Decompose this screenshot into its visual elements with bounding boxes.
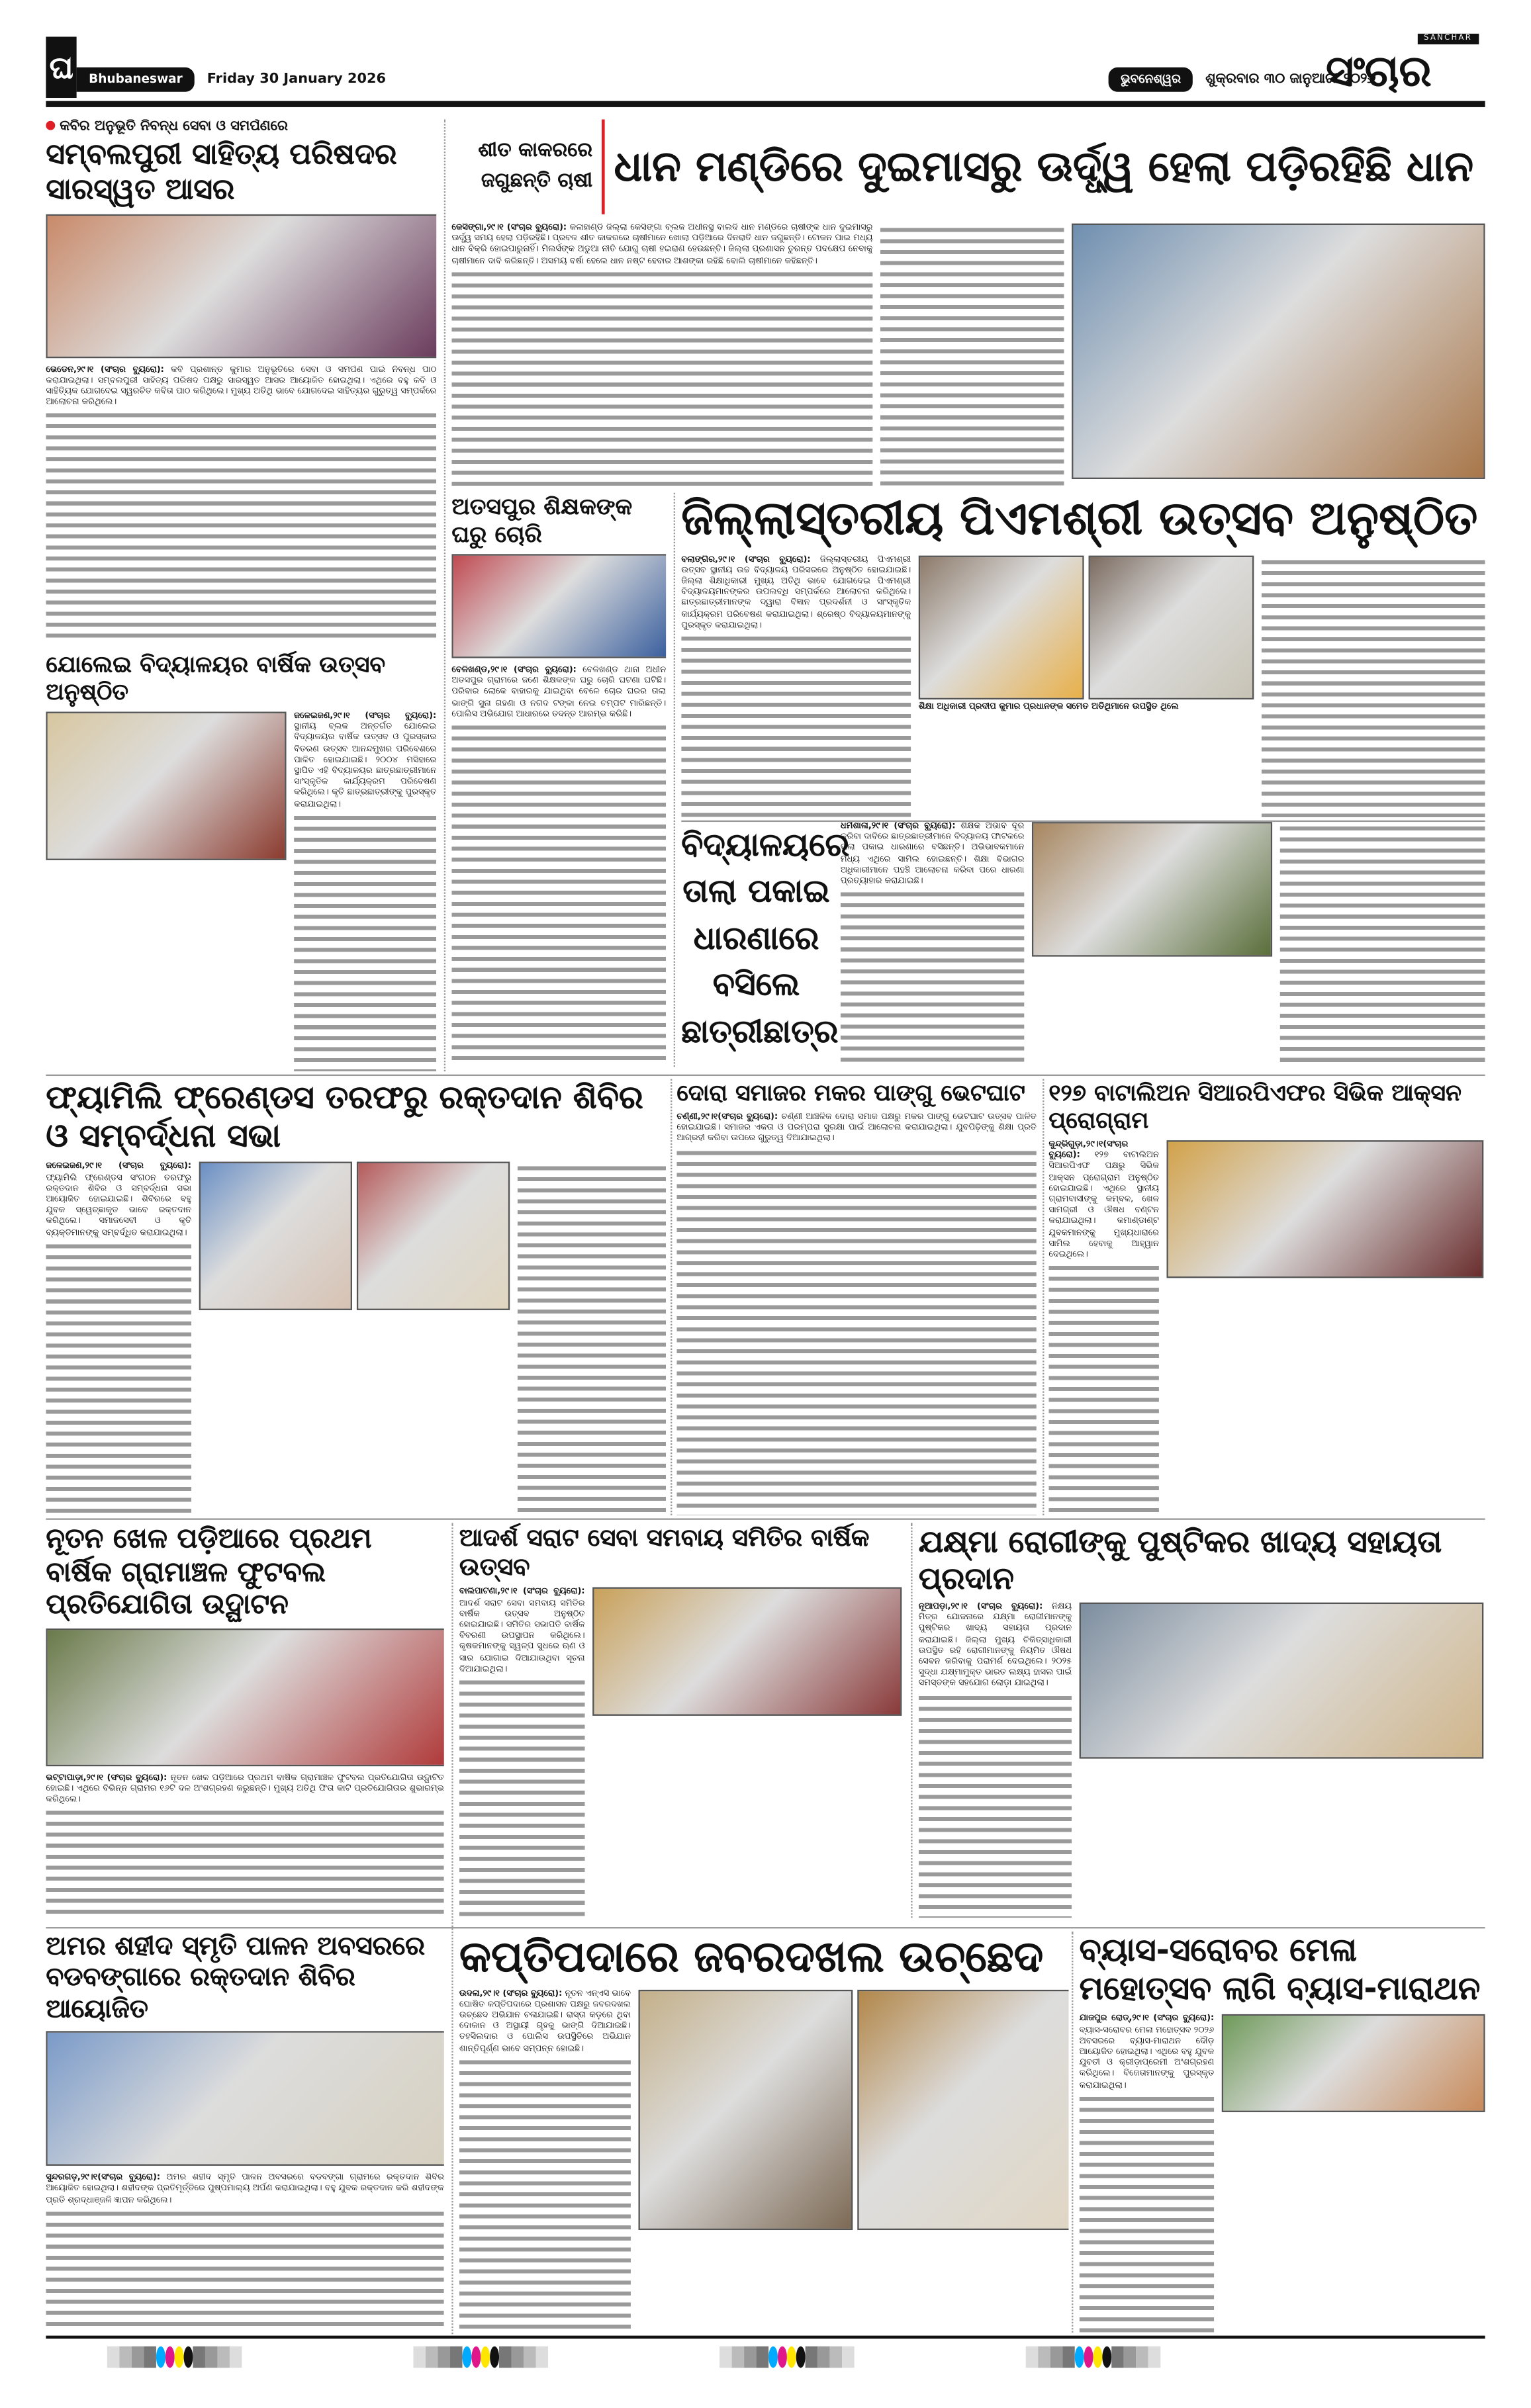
photo-group (919, 555, 1254, 713)
article-headline: ଯୋଲେଇ ବିଦ୍ୟାଳୟର ବାର୍ଷିକ ଉତ୍ସବ ଅନୁଷ୍ଠିତ (46, 650, 386, 706)
news-photo (639, 1989, 853, 2229)
article-body (841, 822, 1025, 1067)
bullet-icon (46, 121, 55, 130)
article-headline: ଅତସପୁର ଶିକ୍ଷକଙ୍କ ଘରୁ ଚୋରି (451, 492, 633, 549)
article-text (46, 1162, 191, 1239)
text-filler (880, 225, 1064, 490)
column-divider (1043, 1079, 1044, 1515)
edition-info-en (77, 67, 386, 92)
article-body (451, 224, 872, 490)
column-divider (46, 1927, 1485, 1928)
article-dateline: ଚର୍ଣ୍ଣୀ,୨୯।୧(ସଂଚାର ବ୍ୟୁରୋ): (676, 1112, 778, 1122)
photo-group (199, 1162, 510, 1310)
article-content (46, 712, 436, 1072)
print-color-bar (107, 2346, 253, 2368)
column-divider (1072, 1932, 1073, 2333)
article-content (459, 1989, 1069, 2333)
article-dateline: ଜଳେଇଜଣ,୨୯।୧ (ସଂଚାର ବ୍ୟୁରୋ): (46, 1162, 192, 1172)
text-filler (841, 889, 1025, 1067)
column-divider (911, 1523, 912, 1918)
text-columns-filler (1280, 822, 1485, 1067)
article-yakshma (919, 1523, 1485, 1918)
news-photo (357, 1162, 510, 1310)
photo-row (1072, 224, 1485, 479)
article-headline: ବିଦ୍ୟାଳୟରେ ତାଲା ପକାଇ ଧାରଣାରେ ବସିଲେ ଛାତ୍ରୀଛାତ୍ର (681, 826, 850, 1050)
article-body-text: ନୂତନ ଖେଳ ପଡ଼ିଆରେ ପ୍ରଥମ ବାର୍ଷିକ ଗ୍ରାମାଞ୍ଚଳ ଫୁଟବଲ ପ୍ରତିଯୋଗିତା ଉଦ୍ଘାଟିତ ହୋଇଛି। ଏଥିରେ ବିଭିନ୍ନ ଗ୍ରାମର ୧୬ଟି ଦଳ ଅଂଶଗ୍ରହଣ କରୁଛନ୍ତି। ମୁଖ୍ୟ ଅତିଥି ଫିତା କାଟି ପ୍ରତିଯୋଗିତାର ଶୁଭାରମ୍ଭ କରିଥିଲେ। (46, 1773, 444, 1805)
article-content (841, 822, 1485, 1067)
photo-row (1222, 2015, 1485, 2113)
news-photo (1080, 1603, 1484, 1759)
text-columns-filler (1262, 555, 1485, 817)
news-photo (1222, 2015, 1485, 2113)
edition-city-en: Bhubaneswar (77, 67, 195, 92)
column-divider (671, 1079, 672, 1515)
article-body (681, 555, 911, 817)
article-body (451, 666, 666, 1067)
text-filler (294, 813, 436, 1071)
news-photo (1032, 822, 1272, 957)
article-pmshri (681, 493, 1485, 817)
article-kicker (46, 119, 436, 134)
article-dateline: ଜଳେଇଜଣ,୨୯।୧ (ସଂଚାର ବ୍ୟୁରୋ): (294, 711, 437, 721)
article-football (46, 1523, 443, 1918)
article-content (681, 555, 1485, 817)
article-content (46, 2031, 443, 2333)
news-photo (1089, 555, 1254, 699)
article-dateline: ଯାଜପୁର ରୋଡ୍,୨୯।୧ (ସଂଚାର ବ୍ୟୁରୋ): (1079, 2014, 1215, 2024)
article-dateline: ସୁନ୍ଦରଗଡ଼,୨୯।୧(ସଂଚାର ବ୍ୟୁରୋ): (46, 2173, 161, 2183)
text-filler (1080, 2094, 1215, 2333)
photo-row (639, 1989, 1069, 2229)
news-photo (857, 1989, 1068, 2229)
article-body (46, 1162, 191, 1515)
article-headline: ଅମର ଶହୀଦ ସ୍ମୃତି ପାଳନ ଅବସରରେ ବଡବଙ୍ଗାରେ ରକ୍ତଦାନ ଶିବିର ଆୟୋଜିତ (46, 1932, 425, 2025)
article-content (459, 1587, 904, 1918)
article-body-text: ନୂତନ ଏନ୍‌ଏସି ଭାବେ ଘୋଷିତ କପ୍ତିପଦାରେ ପ୍ରଶାସନ ପକ୍ଷରୁ ଜବରଦଖଲ ଉଚ୍ଛେଦ ଅଭିଯାନ ଚଳାଯାଇଛି। ରାସ୍ତା କଡ଼ରେ ଥିବା ଦୋକାନ ଓ ଅସ୍ଥାୟୀ ଗୃହକୁ ଭାଙ୍ଗି ଦିଆଯାଇଛି। ତହସିଲଦାର ଓ ପୋଲିସ ଉପସ୍ଥିତିରେ ଅଭିଯାନ ଶାନ୍ତିପୂର୍ଣ୍ଣ ଭାବେ ସମ୍ପନ୍ନ ହୋଇଛି। (459, 1988, 631, 2054)
header-rule (46, 101, 1485, 107)
article-body-text: ନିକ୍ଷୟ ମିତ୍ର ଯୋଜନାରେ ଯକ୍ଷ୍ମା ରୋଗୀମାନଙ୍କୁ ପୁଷ୍ଟିକର ଖାଦ୍ୟ ସହାୟତା ପ୍ରଦାନ କରାଯାଇଛି। ଜିଲ୍ଲା ମୁଖ୍ୟ ଚିକିତ୍ସାଧିକାରୀ ଉପସ୍ଥିତ ରହି ରୋଗୀମାନଙ୍କୁ ନିୟମିତ ଔଷଧ ସେବନ କରିବାକୁ ପରାମର୍ଶ ଦେଇଥିଲେ। ୨୦୨୫ ସୁଦ୍ଧା ଯକ୍ଷ୍ମାମୁକ୍ତ ଭାରତ ଲକ୍ଷ୍ୟ ହାସଲ ପାଇଁ ସମସ୍ତଙ୍କ ସହଯୋଗ ଲୋଡ଼ା ଯାଇଥିଲା। (918, 1602, 1072, 1689)
article-kaptipada (459, 1932, 1069, 2333)
article-dora (676, 1079, 1037, 1515)
text-filler (919, 1692, 1072, 1918)
news-photo (46, 712, 286, 860)
article-sarat (459, 1523, 904, 1918)
article-text (46, 1773, 443, 1806)
article-dateline: କୁନ୍ଦ୍ରିଗୁଡ଼ା,୨୯।୧(ସଂଚାର ବ୍ୟୁରୋ): (1048, 1140, 1129, 1161)
article-body-text: ସ୍ଥାନୀୟ ବ୍ଲକ ଅନ୍ତର୍ଗତ ଯୋଲେଇ ବିଦ୍ୟାଳୟର ବାର୍ଷିକ ଉତ୍ସବ ଓ ପୁରସ୍କାର ବିତରଣ ଉତ୍ସବ ଆନନ୍ଦମୁଖର ପରିବେଶରେ ପାଳିତ ହୋଇଯାଇଛି। ୨୦୦୪ ମସିହାରେ ସ୍ଥାପିତ ଏହି ବିଦ୍ୟାଳୟର ଛାତ୍ରଛାତ୍ରୀମାନେ ସାଂସ୍କୃତିକ କାର୍ଯ୍ୟକ୍ରମ ପରିବେଷଣ କରିଥିଲେ। କୃତି ଛାତ୍ରଛାତ୍ରୀଙ୍କୁ ପୁରସ୍କୃତ କରାଯାଇଥିଲା। (294, 723, 437, 809)
article-text (1080, 2015, 1215, 2092)
article-body-text: ୧୨୭ ବାଟାଲିଅନ ସିଆରପିଏଫ ପକ୍ଷରୁ ସିଭିକ ଆକ୍ସନ ପ୍ରୋଗ୍ରାମ ଅନୁଷ୍ଠିତ ହୋଇଯାଇଛି। ଏଥିରେ ସ୍ଥାନୀୟ ଗ୍ରାମବାସୀଙ୍କୁ କମ୍ବଳ, ଖେଳ ସାମଗ୍ରୀ ଓ ଔଷଧ ବଣ୍ଟନ କରାଯାଇଥିଲା। କମାଣ୍ଡାଣ୍ଟ ଯୁବକମାନଙ୍କୁ ମୁଖ୍ୟଧାରାରେ ସାମିଲ ହେବାକୁ ଆହ୍ୱାନ ଦେଇଥିଲେ। (1048, 1151, 1159, 1260)
news-photo (451, 554, 666, 658)
article-crpf (1048, 1079, 1485, 1515)
article-content (451, 224, 1485, 490)
article-content (676, 1113, 1037, 1515)
article-content (46, 1628, 443, 1918)
article-body (46, 2174, 443, 2333)
article-amarsahid (46, 1932, 443, 2333)
article-dateline: ଧର୍ମଶାଳା,୨୯।୧ (ସଂଚାର ବ୍ୟୁରୋ): (840, 822, 956, 831)
column-divider (681, 820, 1485, 821)
news-photo (46, 2031, 443, 2166)
kicker-divider (602, 119, 605, 214)
news-photo (199, 1162, 352, 1310)
photo-group (592, 1587, 902, 1716)
article-byasa (1080, 1932, 1485, 2333)
article-headline: ଫ୍ୟାମିଲି ଫ୍ରେଣ୍ଡସ ତରଫରୁ ରକ୍ତଦାନ ଶିବିର ଓ ସମ୍ବର୍ଦ୍ଧନା ସଭା (46, 1079, 643, 1155)
article-content (46, 214, 436, 645)
article-body-text: ବେଳିଖଣ୍ଡ ଥାନା ଅଧୀନ ଅତସପୁର ଗ୍ରାମରେ ଜଣେ ଶିକ୍ଷକଙ୍କ ଘରୁ ଚୋରି ଘଟଣା ଘଟିଛି। ପରିବାର ଲୋକେ ବାହାରକୁ ଯାଇଥିବା ବେଳେ ଚୋର ଘରର ତାଲା ଭାଙ୍ଗି ସୁନା ଗହଣା ଓ ନଗଦ ଟଙ୍କା ନେଇ ଚମ୍ପଟ ମାରିଛନ୍ତି। ପୋଲିସ ଅଭିଯୋଗ ଆଧାରରେ ତଦନ୍ତ ଆରମ୍ଭ କରିଛି। (451, 666, 667, 719)
photo-row (919, 555, 1254, 699)
print-color-bar (414, 2346, 559, 2368)
photo-group (46, 214, 436, 357)
article-text (681, 555, 911, 633)
article-body-text: ଆଦର୍ଶ ସରାଟ ସେବା ସମବାୟ ସମିତିର ବାର୍ଷିକ ଉତ୍ସବ ଅନୁଷ୍ଠିତ ହୋଇଯାଇଛି। ସମିତିର ସଭାପତି ବାର୍ଷିକ ବିବରଣୀ ଉପସ୍ଥାପନ କରିଥିଲେ। କୃଷକମାନଙ୍କୁ ସ୍ୱଳ୍ପ ସୁଧରେ ଋଣ ଓ ସାର ଯୋଗାଇ ଦିଆଯାଉଥିବା ସୂଚନା ଦିଆଯାଇଥିଲା। (459, 1599, 585, 1674)
text-filler (46, 1241, 191, 1515)
news-photo (919, 555, 1084, 699)
photo-row (451, 554, 666, 658)
text-columns-filler (880, 224, 1064, 490)
article-text (46, 2174, 443, 2207)
photo-group (46, 1628, 443, 1766)
sanchar-logo (1326, 34, 1485, 98)
photo-row (1080, 1603, 1484, 1759)
footer-rule (46, 2336, 1485, 2339)
article-tala (681, 822, 1485, 1067)
page-letter: ଘ (46, 37, 76, 99)
article-text (841, 822, 1025, 888)
photo-row (199, 1162, 510, 1310)
article-dateline: ଭେଡେନ,୨୯।୧ (ସଂଚାର ବ୍ୟୁରୋ): (46, 365, 164, 375)
print-color-bar (1026, 2346, 1172, 2368)
photo-row (46, 712, 286, 860)
text-filler (46, 2208, 443, 2333)
article-headline: ୧୨୭ ବାଟାଲିଅନ ସିଆରପିଏଫର ସିଭିକ ଆକ୍ସନ ପ୍ରୋଗ୍ରାମ (1048, 1079, 1462, 1134)
text-filler (46, 411, 436, 645)
news-photo (1072, 224, 1485, 479)
article-content (451, 554, 666, 1067)
text-filler (676, 1147, 1037, 1515)
article-content (919, 1603, 1485, 1918)
article-headline: ନୂତନ ଖେଳ ପଡ଼ିଆରେ ପ୍ରଥମ ବାର୍ଷିକ ଗ୍ରାମାଞ୍ଚଳ ଫୁଟବଲ ପ୍ରତିଯୋଗିତା ଉଦ୍ଘାଟନ (46, 1523, 372, 1621)
article-dateline: ବଲାଙ୍ଗିର,୨୯।୧ (ସଂଚାର ବ୍ୟୁରୋ): (681, 555, 811, 564)
column-divider (46, 1518, 1485, 1519)
photo-caption: ଶିକ୍ଷା ଅଧିକାରୀ ପ୍ରଦୀପ କୁମାର ପ୍ରଧାନଙ୍କ ସମେତ ଅତିଥିମାନେ ଉପସ୍ଥିତ ଥିଲେ (918, 701, 1179, 711)
text-filler (1048, 1263, 1159, 1515)
photo-row (1167, 1140, 1484, 1278)
photo-group (1080, 1603, 1484, 1759)
article-dateline: ବେଳିଖଣ୍ଡ,୨୯।୧ (ସଂଚାର ବ୍ୟୁରୋ): (451, 666, 577, 676)
article-atasapur (451, 493, 666, 1067)
article-body (46, 365, 436, 645)
news-photo (46, 1628, 443, 1766)
column-divider (46, 1075, 1485, 1076)
edition-date-en: Friday 30 January 2026 (207, 71, 386, 87)
news-photo (592, 1587, 902, 1716)
photo-group (1222, 2015, 1485, 2113)
text-filler (451, 269, 872, 490)
article-dateline: କେସିଙ୍ଗା,୨୯।୧ (ସଂଚାର ବ୍ୟୁରୋ): (451, 223, 567, 233)
article-text (459, 1989, 631, 2055)
photo-row (46, 1628, 443, 1766)
article-body (919, 1603, 1072, 1918)
article-body (1048, 1140, 1159, 1515)
article-text (1048, 1140, 1159, 1261)
article-text (919, 1603, 1072, 1691)
article-text (451, 666, 666, 721)
article-dhana (451, 119, 1485, 490)
article-headline: ଧାନ ମଣ୍ଡିରେ ଦୁଇମାସରୁ ଊର୍ଦ୍ଧ୍ୱ ହେଲା ପଡ଼ିରହିଛି ଧାନ (614, 141, 1474, 191)
photo-row (46, 2031, 443, 2166)
print-color-bar (719, 2346, 865, 2368)
photo-row (46, 214, 436, 357)
article-dateline: ବାଲିପାଟଣା,୨୯।୧ (ସଂଚାର ବ୍ୟୁରୋ): (459, 1587, 585, 1597)
article-body-text: ବ୍ୟାସ-ସରୋବର ମେଳା ମହୋତ୍ସବ ୨୦୨୬ ଅବସରରେ ବ୍ୟାସ-ମାରାଥନ ଦୌଡ଼ ଆୟୋଜିତ ହୋଇଥିଲା। ଏଥିରେ ବହୁ ଯୁବକ ଯୁବତୀ ଓ କ୍ରୀଡ଼ାପ୍ରେମୀ ଅଂଶଗ୍ରହଣ କରିଥିଲେ। ବିଜେତାମାନଙ୍କୁ ପୁରସ୍କୃତ କରାଯାଇଥିଲା। (1079, 2026, 1215, 2090)
article-body (676, 1113, 1037, 1515)
article-body-text: ଶିକ୍ଷକ ଅଭାବ ଦୂର କରିବା ଦାବିରେ ଛାତ୍ରଛାତ୍ରୀମାନେ ବିଦ୍ୟାଳୟ ଫାଟକରେ ତାଲା ପକାଇ ଧାରଣାରେ ବସିଛନ୍ତି। ଅଭିଭାବକମାନେ ମଧ୍ୟ ଏଥିରେ ସାମିଲ ହୋଇଛନ୍ତି। ଶିକ୍ଷା ବିଭାଗର ଅଧିକାରୀମାନେ ପହଞ୍ଚି ଆଲୋଚନା କରିବା ପରେ ଧାରଣା ପ୍ରତ୍ୟାହାର କରାଯାଇଛି। (840, 822, 1025, 887)
logo-text: ସଂଚାର (1326, 46, 1432, 97)
article-body (294, 712, 436, 1072)
text-filler (1262, 557, 1485, 817)
article-headline: ଆଦର୍ଶ ସରାଟ ସେବା ସମବାୟ ସମିତିର ବାର୍ଷିକ ଉତ୍ସବ (459, 1523, 870, 1582)
article-text (294, 712, 436, 811)
article-header (451, 119, 1485, 214)
article-body-text: ଜିଲ୍ଲାସ୍ତରୀୟ ପିଏମଶ୍ରୀ ଉତ୍ସବ ସ୍ଥାନୀୟ ଉଚ୍ଚ ବିଦ୍ୟାଳୟ ପରିସରରେ ଅନୁଷ୍ଠିତ ହୋଇଯାଇଛି। ଜିଲ୍ଲା ଶିକ୍ଷାଧିକାରୀ ମୁଖ୍ୟ ଅତିଥି ଭାବେ ଯୋଗଦେଇ ପିଏମଶ୍ରୀ ବିଦ୍ୟାଳୟମାନଙ୍କର ଉପଲବ୍ଧି ସମ୍ପର୍କରେ ଆଲୋଚନା କରିଥିଲେ। ଛାତ୍ରଛାତ୍ରୀମାନଙ୍କ ଦ୍ୱାରା ବିଜ୍ଞାନ ପ୍ରଦର୍ଶନୀ ଓ ସାଂସ୍କୃତିକ କାର୍ଯ୍ୟକ୍ରମ ପରିବେଷଣ କରାଯାଇଥିଲା। ଶ୍ରେଷ୍ଠ ବିଦ୍ୟାଳୟମାନଙ୍କୁ ପୁରସ୍କୃତ କରାଯାଇଥିଲା। (681, 555, 911, 631)
article-body (459, 1989, 631, 2333)
article-text (451, 224, 872, 268)
article-body-text: ଫ୍ୟାମିଲି ଫ୍ରେଣ୍ଡସ ସଂଗଠନ ତରଫରୁ ରକ୍ତଦାନ ଶିବିର ଓ ସମ୍ବର୍ଦ୍ଧନା ସଭା ଆୟୋଜିତ ହୋଇଯାଇଛି। ଶିବିରରେ ବହୁ ଯୁବକ ସ୍ୱେଚ୍ଛାକୃତ ଭାବେ ରକ୍ତଦାନ କରିଥିଲେ। ସମାଜସେବୀ ଓ କୃତି ବ୍ୟକ୍ତିମାନଙ୍କୁ ସମ୍ବର୍ଦ୍ଧିତ କରାଯାଇଥିଲା। (46, 1173, 192, 1238)
photo-group (46, 2031, 443, 2166)
photo-row (592, 1587, 902, 1716)
text-filler (451, 723, 666, 1067)
article-body-text: ଚର୍ଣ୍ଣୀ ଆଞ୍ଚଳିକ ଦୋରା ସମାଜ ପକ୍ଷରୁ ମକର ପାଙ୍ଗୁ ଭେଟଘାଟ ଉତ୍ସବ ପାଳିତ ହୋଇଯାଇଛି। ସମାଜର ଏକତା ଓ ପରମ୍ପରା ସୁରକ୍ଷା ପାଇଁ ଆଲୋଚନା କରାଯାଇଥିଲା। ଯୁବପିଢ଼ିଙ୍କୁ ଶିକ୍ଷା ପ୍ରତି ଆଗ୍ରହୀ କରିବା ଉପରେ ଗୁରୁତ୍ୱ ଦିଆଯାଇଥିଲା। (676, 1112, 1037, 1144)
kicker-text: କବିର ଅନୁଭୂତି ନିବନ୍ଧ ସେବା ଓ ସମର୍ପଣରେ (60, 119, 288, 135)
photo-row (1032, 822, 1272, 957)
text-filler (681, 634, 911, 818)
text-filler (459, 2057, 631, 2333)
article-body (459, 1587, 585, 1918)
article-jolei (46, 650, 436, 1071)
article-headline: ସମ୍ବଲପୁରୀ ସାହିତ୍ୟ ପରିଷଦର ସାରସ୍ୱତ ଆସର (46, 138, 397, 206)
text-columns-filler (518, 1162, 666, 1515)
article-kicker: ଶୀତ କାକରରେ ଜଗୁଛନ୍ତି ଚାଷୀ (478, 139, 593, 193)
article-text (459, 1587, 585, 1675)
article-headline: କପ୍ତିପଦାରେ ଜବରଦଖଲ ଉଚ୍ଛେଦ (459, 1932, 1044, 1983)
text-filler (459, 1677, 585, 1918)
article-body-text: କବି ପ୍ରଶାନ୍ତ କୁମାର ଅନୁଭୂତିରେ ସେବା ଓ ସମର୍ପଣ ପାଇଁ ନିବନ୍ଧ ପାଠ କରାଯାଇଥିଲା। ସମ୍ବଲପୁରୀ ସାହିତ୍ୟ ପରିଷଦ ପକ୍ଷରୁ ସାରସ୍ୱତ ଆସର ଆୟୋଜିତ ହୋଇଥିଲା। ଏଥିରେ ବହୁ କବି ଓ ସାହିତ୍ୟିକ ଯୋଗଦେଇ ସ୍ୱରଚିତ କବିତା ପାଠ କରିଥିଲେ। ମୁଖ୍ୟ ଅତିଥି ଭାବେ ଯୋଗଦେଇ ସାହିତ୍ୟର ଗୁରୁତ୍ୱ ସମ୍ପର୍କରେ ଆଲୋଚନା କରିଥିଲେ। (46, 365, 437, 408)
article-headline: ବ୍ୟାସ-ସରୋବର ମେଳା ମହୋତ୍ସବ ଲାଗି ବ୍ୟାସ-ମାରାଥନ (1079, 1932, 1481, 2007)
article-body (46, 1773, 443, 1918)
article-content (1048, 1140, 1485, 1515)
column-divider (674, 493, 675, 1067)
edition-city-or: ଭୁବନେଶ୍ୱର (1109, 67, 1193, 92)
article-family (46, 1079, 666, 1515)
article-headline: ଦୋରା ସମାଜର ମକର ପାଙ୍ଗୁ ଭେଟଘାଟ (676, 1079, 1025, 1107)
article-body (1080, 2015, 1215, 2333)
article-body-text: କଳାହାଣ୍ଡି ଜିଲ୍ଲା କେସିଙ୍ଗା ବ୍ଲକ ଅଧୀନସ୍ଥ ବାଲଦି ଧାନ ମଣ୍ଡିରେ ଚାଷୀଙ୍କ ଧାନ ଦୁଇମାସରୁ ଊର୍ଦ୍ଧ୍ୱ ସମୟ ହେଲା ପଡ଼ିରହିଛି। ପ୍ରବଳ ଶୀତ କାକରରେ ଚାଷୀମାନେ ଖୋଲା ପଡ଼ିଆରେ ଦିନରାତି ଧାନ ଜଗୁଛନ୍ତି। ଟୋକନ ପାଇ ମଧ୍ୟ ଧାନ ବିକ୍ରି ହୋଇପାରୁନାହିଁ। ମିଲର୍ସଙ୍କ ଅଡୁଆ ନୀତି ଯୋଗୁ ଚାଷୀ ହଇରାଣ ହେଉଛନ୍ତି। ଜିଲ୍ଲା ପ୍ରଶାସନ ତୁରନ୍ତ ପଦକ୍ଷେପ ନେବାକୁ ଚାଷୀମାନେ ଦାବି କରିଛନ୍ତି। ଅସମୟ ବର୍ଷା ହେଲେ ଧାନ ନଷ୍ଟ ହେବାର ଆଶଙ୍କା ରହିଛି ବୋଲି ଚାଷୀମାନେ କହିଛନ୍ତି। (451, 223, 873, 266)
photo-group (639, 1989, 1069, 2229)
column-divider (444, 119, 445, 1071)
article-dateline: ନୂଆପଡ଼ା,୨୯।୧ (ସଂଚାର ବ୍ୟୁରୋ): (918, 1602, 1043, 1612)
article-dateline: ଉଦଳା,୨୯।୧ (ସଂଚାର ବ୍ୟୁରୋ): (459, 1988, 563, 1998)
article-headline: ଯକ୍ଷ୍ମା ରୋଗୀଙ୍କୁ ପୁଷ୍ଟିକର ଖାଦ୍ୟ ସହାୟତା ପ୍ରଦାନ (918, 1523, 1442, 1597)
text-filler (518, 1164, 666, 1515)
photo-group (1032, 822, 1272, 957)
article-headline: ଜିଲ୍ଲାସ୍ତରୀୟ ପିଏମଶ୍ରୀ ଉତ୍ସବ ଅନୁଷ୍ଠିତ (681, 492, 1478, 547)
logo-tag: SANCHAR (1418, 34, 1479, 44)
news-photo (1167, 1140, 1484, 1278)
edition-date-or: ଶୁକ୍ରବାର ୩୦ ଜାନୁଆରୀ ୨୦୨୬ (1205, 71, 1376, 87)
news-photo (46, 214, 436, 357)
photo-group (1072, 224, 1485, 479)
text-filler (46, 1808, 443, 1918)
photo-group (1167, 1140, 1484, 1278)
article-body-text: ଅମର ଶହୀଦ ସ୍ମୃତି ପାଳନ ଅବସରରେ ବଡବଙ୍ଗା ଗ୍ରାମରେ ରକ୍ତଦାନ ଶିବିର ଆୟୋଜିତ ହୋଇଥିଲା। ଶହୀଦଙ୍କ ପ୍ରତିମୂର୍ତ୍ତିରେ ପୁଷ୍ପମାଲ୍ୟ ଅର୍ପଣ କରାଯାଇଥିଲା। ବହୁ ଯୁବକ ରକ୍ତଦାନ କରି ଶହୀଦଙ୍କ ପ୍ରତି ଶ୍ରଦ୍ଧାଞ୍ଜଳି ଜ୍ଞାପନ କରିଥିଲେ। (46, 2173, 444, 2206)
article-dateline: ଭଟ୍ଟାପାଡ଼ା,୨୯।୧ (ସଂଚାର ବ୍ୟୁରୋ): (46, 1773, 167, 1783)
photo-group (46, 712, 286, 860)
article-content (46, 1162, 666, 1515)
article-sambalpuri (46, 119, 436, 644)
article-text (46, 365, 436, 410)
article-text (676, 1113, 1037, 1146)
article-content (1080, 2015, 1485, 2333)
text-filler (1280, 823, 1485, 1067)
photo-group (451, 554, 666, 658)
